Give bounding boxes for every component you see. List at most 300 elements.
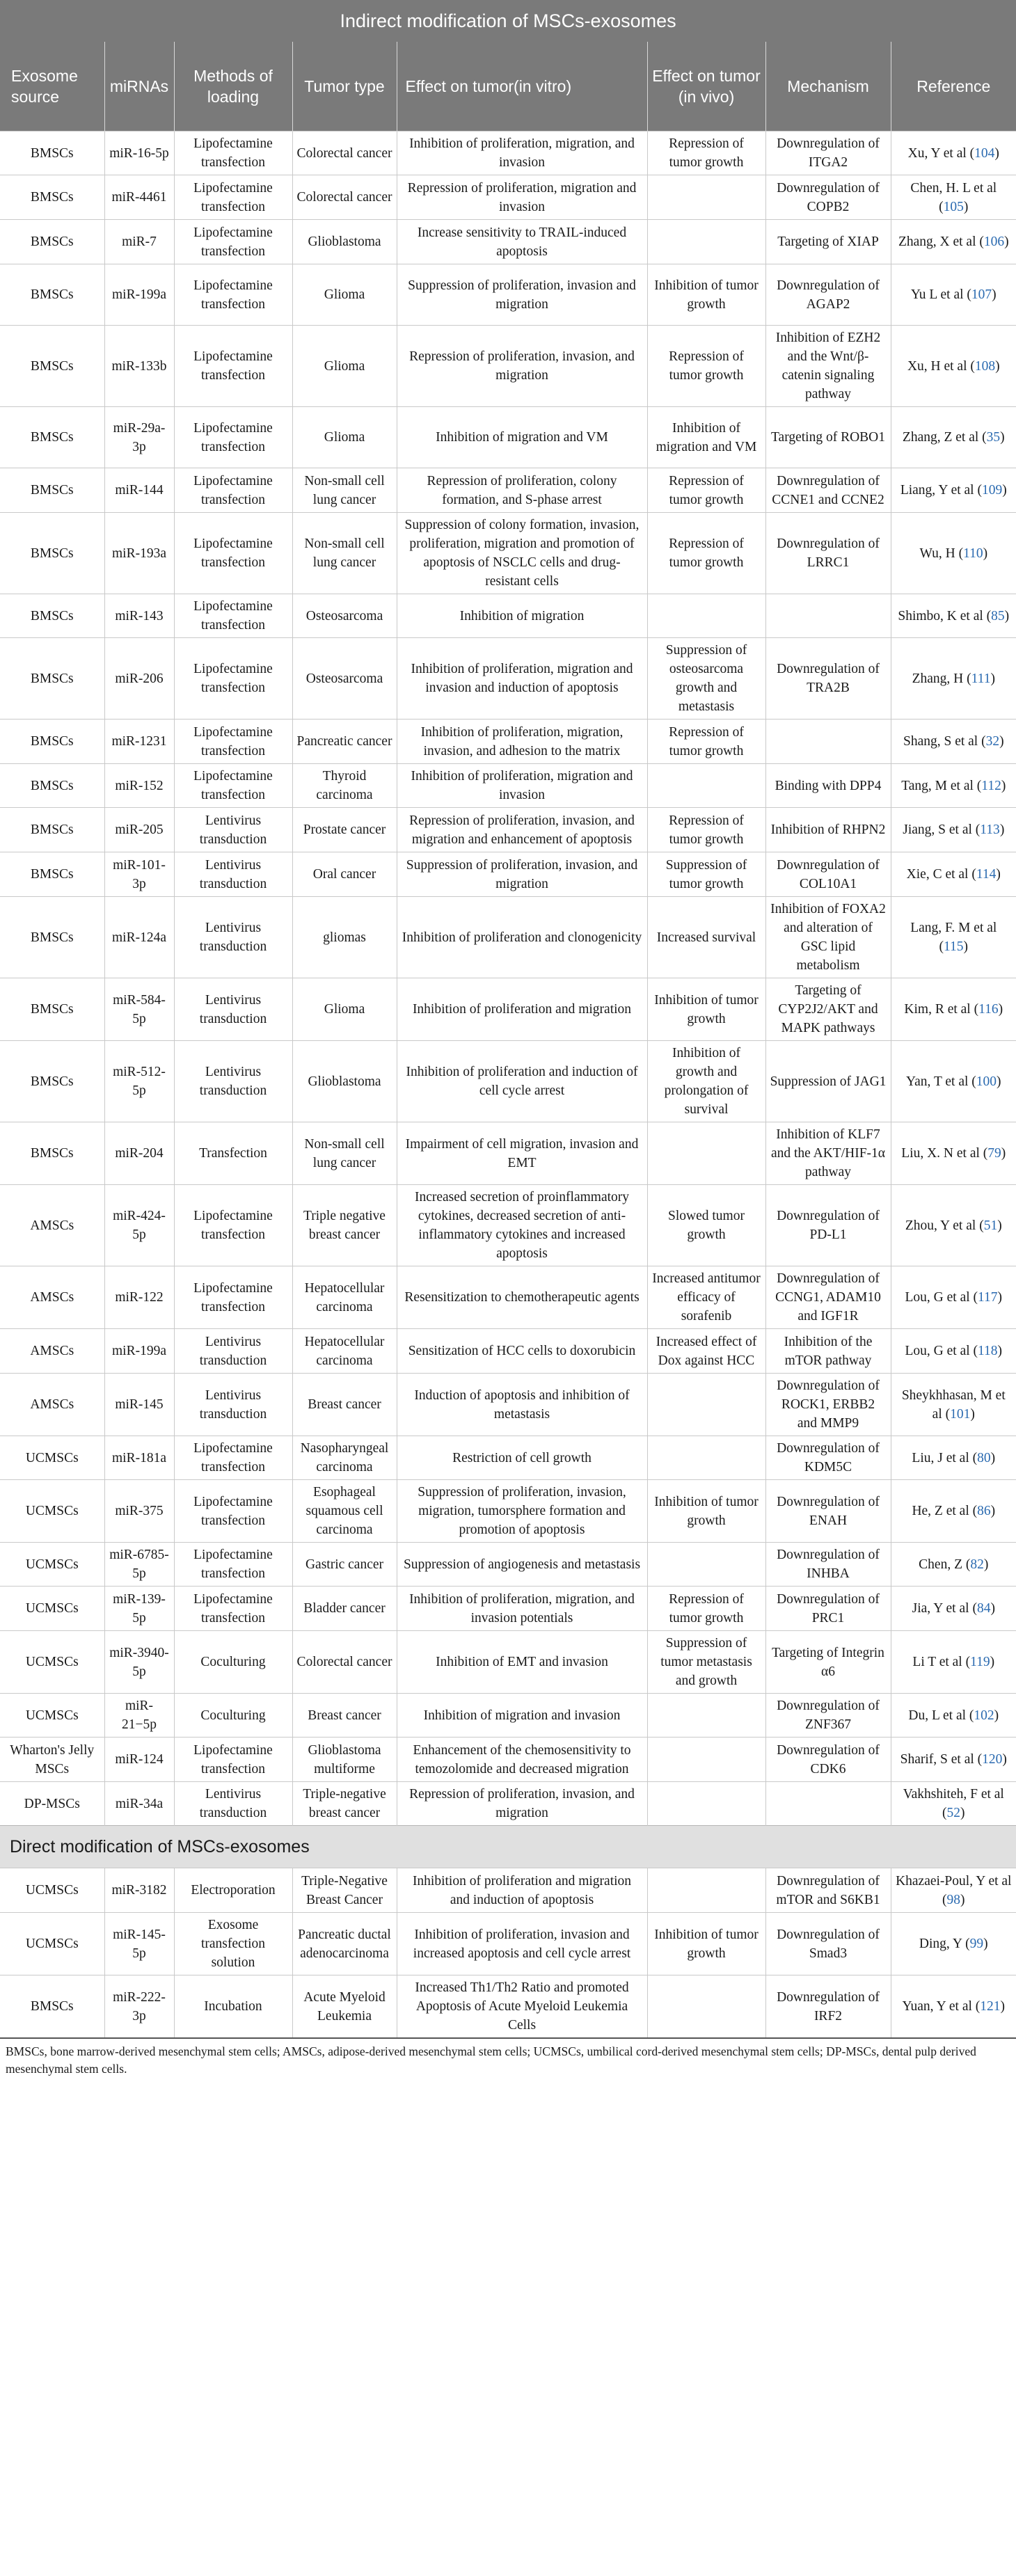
cell-in-vitro: Suppression of proliferation, invasion, migration, tumorsphere formation and promotion of apoptosis <box>397 1480 647 1543</box>
cell-mechanism: Downregulation of COPB2 <box>765 175 891 220</box>
table-row <box>0 1480 1016 1543</box>
cell-mechanism: Targeting of XIAP <box>765 220 891 264</box>
reference-link[interactable]: 118 <box>978 1344 998 1358</box>
cell-reference: Tang, M et al (112) <box>891 764 1016 808</box>
cell-reference: Sharif, S et al (120) <box>891 1738 1016 1782</box>
cell-mechanism: Downregulation of TRA2B <box>765 638 891 719</box>
cell-tumor: Non-small cell lung cancer <box>292 513 397 594</box>
cell-reference: Jiang, S et al (113) <box>891 808 1016 852</box>
reference-link[interactable]: 104 <box>974 145 995 161</box>
cell-reference: Zhou, Y et al (51) <box>891 1185 1016 1266</box>
cell-in-vivo <box>647 1694 765 1738</box>
cell-tumor: Glioma <box>292 326 397 407</box>
cell-source: BMSCs <box>0 1122 104 1185</box>
cell-source: UCMSCs <box>0 1587 104 1631</box>
reference-text: Sheykhhasan, M et al <box>901 1388 1006 1422</box>
cell-mirna: miR-206 <box>104 638 174 719</box>
cell-reference: Liang, Y et al (109) <box>891 468 1016 513</box>
reference-text: He, Z et al <box>912 1504 969 1518</box>
cell-tumor: Bladder cancer <box>292 1587 397 1631</box>
reference-text: Tang, M et al <box>901 778 974 793</box>
cell-method: Lentivirus transduction <box>174 852 292 897</box>
table-row <box>0 1868 1016 1913</box>
cell-in-vivo: Repression of tumor growth <box>647 132 765 175</box>
reference-text: Du, L et al <box>908 1708 967 1723</box>
reference-text: Vakhshiteh, F et al <box>903 1787 1004 1802</box>
cell-source: BMSCs <box>0 638 104 719</box>
cell-in-vivo <box>647 1868 765 1913</box>
table-row <box>0 326 1016 407</box>
section-row <box>0 1826 1016 1868</box>
cell-in-vivo: Repression of tumor growth <box>647 513 765 594</box>
cell-reference: Xu, H et al (108) <box>891 326 1016 407</box>
cell-tumor: Colorectal cancer <box>292 1631 397 1694</box>
cell-in-vivo: Repression of tumor growth <box>647 468 765 513</box>
header-reference: Reference <box>891 42 1016 132</box>
cell-mechanism: Inhibition of FOXA2 and alteration of GSC lipid metabolism <box>765 897 891 978</box>
cell-reference: Wu, H (110) <box>891 513 1016 594</box>
table-row <box>0 1041 1016 1122</box>
cell-source: BMSCs <box>0 175 104 220</box>
cell-reference: Khazaei-Poul, Y et al (98) <box>891 1868 1016 1913</box>
reference-link[interactable]: 84 <box>976 1601 991 1616</box>
cell-mechanism: Downregulation of COL10A1 <box>765 852 891 897</box>
cell-in-vitro: Restriction of cell growth <box>397 1436 647 1480</box>
cell-tumor: Glioma <box>292 407 397 468</box>
cell-in-vivo <box>647 1738 765 1782</box>
cell-in-vitro: Inhibition of proliferation, migration, invasion, and adhesion to the matrix <box>397 719 647 764</box>
reference-link[interactable]: 98 <box>946 1892 961 1907</box>
cell-source: DP-MSCs <box>0 1782 104 1826</box>
reference-text: Xu, Y et al <box>907 145 967 161</box>
cell-in-vivo: Slowed tumor growth <box>647 1185 765 1266</box>
header-tumor-type: Tumor type <box>292 42 397 132</box>
cell-mirna: miR-34a <box>104 1782 174 1826</box>
reference-link[interactable]: 106 <box>983 234 1005 249</box>
cell-reference: Zhang, X et al (106) <box>891 220 1016 264</box>
cell-tumor: Triple-Negative Breast Cancer <box>292 1868 397 1913</box>
table-row <box>0 808 1016 852</box>
table-row <box>0 1587 1016 1631</box>
cell-mirna: miR-143 <box>104 594 174 638</box>
cell-source: BMSCs <box>0 513 104 594</box>
table-row <box>0 852 1016 897</box>
table-row <box>0 468 1016 513</box>
cell-tumor: Pancreatic ductal adenocarcinoma <box>292 1913 397 1975</box>
reference-link[interactable]: 116 <box>978 1002 999 1017</box>
cell-in-vitro: Inhibition of proliferation, migration and invasion and induction of apoptosis <box>397 638 647 719</box>
cell-in-vitro: Resensitization to chemotherapeutic agents <box>397 1266 647 1329</box>
reference-text: Lou, G et al <box>905 1344 970 1358</box>
reference-text: Ding, Y <box>919 1937 962 1951</box>
cell-reference: Sheykhhasan, M et al (101) <box>891 1374 1016 1436</box>
cell-mechanism: Downregulation of ROCK1, ERBB2 and MMP9 <box>765 1374 891 1436</box>
cell-source: UCMSCs <box>0 1480 104 1543</box>
reference-link[interactable]: 117 <box>978 1290 998 1305</box>
cell-in-vitro: Repression of proliferation, colony formation, and S-phase arrest <box>397 468 647 513</box>
cell-mirna: miR-205 <box>104 808 174 852</box>
cell-method: Lipofectamine transfection <box>174 1185 292 1266</box>
table-row <box>0 1122 1016 1185</box>
reference-text: Yan, T et al <box>906 1074 969 1089</box>
cell-mirna: miR-1231 <box>104 719 174 764</box>
cell-method: Lipofectamine transfection <box>174 468 292 513</box>
table-row <box>0 1266 1016 1329</box>
table-row <box>0 978 1016 1041</box>
cell-mirna: miR-199a <box>104 264 174 326</box>
reference-link[interactable]: 52 <box>946 1806 961 1820</box>
cell-reference: Xie, C et al (114) <box>891 852 1016 897</box>
cell-method: Lipofectamine transfection <box>174 326 292 407</box>
cell-in-vivo <box>647 1975 765 2038</box>
cell-reference: Xu, Y et al (104) <box>891 132 1016 175</box>
reference-link[interactable]: 119 <box>970 1655 990 1669</box>
reference-text: Zhang, Z et al <box>902 430 979 445</box>
cell-mirna: miR-145 <box>104 1374 174 1436</box>
cell-source: BMSCs <box>0 897 104 978</box>
cell-reference: Chen, H. L et al (105) <box>891 175 1016 220</box>
cell-in-vivo <box>647 220 765 264</box>
table-row <box>0 1631 1016 1694</box>
cell-in-vivo: Repression of tumor growth <box>647 1587 765 1631</box>
cell-reference: Liu, X. N et al (79) <box>891 1122 1016 1185</box>
cell-source: UCMSCs <box>0 1543 104 1587</box>
cell-method: Incubation <box>174 1975 292 2038</box>
cell-in-vitro: Suppression of proliferation, invasion and migration <box>397 264 647 326</box>
cell-in-vivo <box>647 594 765 638</box>
reference-text: Shimbo, K et al <box>898 608 983 623</box>
cell-in-vivo: Repression of tumor growth <box>647 326 765 407</box>
cell-source: BMSCs <box>0 468 104 513</box>
reference-text: Xu, H et al <box>907 358 967 374</box>
cell-in-vivo <box>647 764 765 808</box>
reference-link[interactable]: 80 <box>977 1450 991 1465</box>
cell-source: BMSCs <box>0 852 104 897</box>
cell-in-vitro: Repression of proliferation, invasion, and migration and enhancement of apoptosis <box>397 808 647 852</box>
reference-text: Chen, H. L et al <box>910 180 997 196</box>
cell-method: Lipofectamine transfection <box>174 764 292 808</box>
cell-mechanism <box>765 594 891 638</box>
cell-in-vitro: Sensitization of HCC cells to doxorubicin <box>397 1329 647 1374</box>
reference-link[interactable]: 111 <box>971 671 991 686</box>
cell-reference: Shang, S et al (32) <box>891 719 1016 764</box>
reference-link[interactable]: 108 <box>974 358 996 374</box>
cell-mechanism: Downregulation of AGAP2 <box>765 264 891 326</box>
cell-reference: Lou, G et al (117) <box>891 1266 1016 1329</box>
table-row <box>0 1694 1016 1738</box>
cell-source: UCMSCs <box>0 1631 104 1694</box>
reference-text: Zhou, Y et al <box>905 1218 976 1233</box>
cell-mirna: miR-375 <box>104 1480 174 1543</box>
cell-tumor: Thyroid carcinoma <box>292 764 397 808</box>
cell-mechanism: Downregulation of CCNG1, ADAM10 and IGF1R <box>765 1266 891 1329</box>
cell-reference: Zhang, H (111) <box>891 638 1016 719</box>
cell-method: Lentivirus transduction <box>174 978 292 1041</box>
cell-in-vivo: Inhibition of tumor growth <box>647 978 765 1041</box>
cell-in-vitro: Increased Th1/Th2 Ratio and promoted Apoptosis of Acute Myeloid Leukemia Cells <box>397 1975 647 2038</box>
cell-source: UCMSCs <box>0 1913 104 1975</box>
cell-mechanism: Downregulation of PRC1 <box>765 1587 891 1631</box>
cell-in-vitro: Increased secretion of proinflammatory cytokines, decreased secretion of anti-inflammatory cytokines and increased apoptosis <box>397 1185 647 1266</box>
reference-link[interactable]: 32 <box>985 734 1000 749</box>
cell-tumor: Hepatocellular carcinoma <box>292 1266 397 1329</box>
reference-link[interactable]: 102 <box>974 1708 994 1723</box>
cell-mechanism: Downregulation of LRRC1 <box>765 513 891 594</box>
cell-in-vitro: Suppression of proliferation, invasion, and migration <box>397 852 647 897</box>
reference-link[interactable]: 114 <box>976 867 997 882</box>
cell-in-vivo: Increased survival <box>647 897 765 978</box>
cell-method: Transfection <box>174 1122 292 1185</box>
cell-in-vitro: Inhibition of migration and invasion <box>397 1694 647 1738</box>
reference-text: Kim, R et al <box>904 1002 971 1017</box>
reference-link[interactable]: 110 <box>963 546 983 561</box>
cell-mechanism <box>765 1782 891 1826</box>
cell-mechanism: Targeting of Integrin α6 <box>765 1631 891 1694</box>
cell-mirna: miR-199a <box>104 1329 174 1374</box>
cell-in-vivo <box>647 1436 765 1480</box>
cell-reference: Ding, Y (99) <box>891 1913 1016 1975</box>
cell-in-vivo: Suppression of osteosarcoma growth and metastasis <box>647 638 765 719</box>
cell-tumor: Glioblastoma <box>292 1041 397 1122</box>
cell-mirna: miR-424-5p <box>104 1185 174 1266</box>
cell-reference: Yu L et al (107) <box>891 264 1016 326</box>
reference-text: Jia, Y et al <box>912 1601 969 1616</box>
direct-rows <box>0 1868 1016 2038</box>
table-row <box>0 594 1016 638</box>
cell-mechanism: Downregulation of ENAH <box>765 1480 891 1543</box>
cell-method: Lentivirus transduction <box>174 1041 292 1122</box>
cell-mechanism: Downregulation of KDM5C <box>765 1436 891 1480</box>
cell-reference: Kim, R et al (116) <box>891 978 1016 1041</box>
cell-method: Lipofectamine transfection <box>174 513 292 594</box>
cell-method: Lipofectamine transfection <box>174 1738 292 1782</box>
cell-mechanism: Downregulation of ZNF367 <box>765 1694 891 1738</box>
cell-in-vitro: Inhibition of proliferation and clonogenicity <box>397 897 647 978</box>
table-row <box>0 1543 1016 1587</box>
cell-mechanism: Suppression of JAG1 <box>765 1041 891 1122</box>
header-mirnas: miRNAs <box>104 42 174 132</box>
cell-mechanism: Targeting of ROBO1 <box>765 407 891 468</box>
reference-link[interactable]: 85 <box>991 608 1005 623</box>
cell-mechanism: Downregulation of ITGA2 <box>765 132 891 175</box>
cell-tumor: Glioma <box>292 978 397 1041</box>
reference-text: Wu, H <box>919 546 955 561</box>
cell-in-vitro: Inhibition of migration and VM <box>397 407 647 468</box>
cell-tumor: Glioblastoma multiforme <box>292 1738 397 1782</box>
cell-reference: Liu, J et al (80) <box>891 1436 1016 1480</box>
reference-text: Liu, X. N et al <box>901 1146 980 1161</box>
table-row <box>0 1913 1016 1975</box>
reference-link[interactable]: 101 <box>950 1406 971 1422</box>
cell-mechanism: Targeting of CYP2J2/AKT and MAPK pathways <box>765 978 891 1041</box>
table-row <box>0 719 1016 764</box>
cell-mirna: miR-3182 <box>104 1868 174 1913</box>
cell-mechanism: Inhibition of EZH2 and the Wnt/β-catenin signaling pathway <box>765 326 891 407</box>
reference-link[interactable]: 35 <box>986 430 1001 445</box>
cell-method: Lipofectamine transfection <box>174 638 292 719</box>
table-row <box>0 897 1016 978</box>
reference-link[interactable]: 99 <box>969 1937 984 1951</box>
cell-reference: Li T et al (119) <box>891 1631 1016 1694</box>
cell-mirna: miR-133b <box>104 326 174 407</box>
cell-in-vitro: Inhibition of proliferation, migration and invasion <box>397 764 647 808</box>
reference-link[interactable]: 86 <box>977 1504 991 1518</box>
cell-reference: Shimbo, K et al (85) <box>891 594 1016 638</box>
cell-in-vivo <box>647 1374 765 1436</box>
reference-text: Li T et al <box>912 1655 962 1669</box>
cell-in-vivo: Inhibition of tumor growth <box>647 264 765 326</box>
reference-link[interactable]: 51 <box>983 1218 998 1233</box>
table-row <box>0 1975 1016 2038</box>
cell-method: Lipofectamine transfection <box>174 1480 292 1543</box>
cell-source: BMSCs <box>0 594 104 638</box>
cell-source: UCMSCs <box>0 1436 104 1480</box>
cell-mechanism <box>765 719 891 764</box>
table-row <box>0 513 1016 594</box>
cell-in-vivo <box>647 175 765 220</box>
cell-in-vivo: Inhibition of tumor growth <box>647 1913 765 1975</box>
cell-tumor: Non-small cell lung cancer <box>292 468 397 513</box>
cell-source: BMSCs <box>0 719 104 764</box>
cell-mechanism: Inhibition of KLF7 and the AKT/HIF-1α pathway <box>765 1122 891 1185</box>
cell-mechanism: Inhibition of RHPN2 <box>765 808 891 852</box>
cell-reference: Lou, G et al (118) <box>891 1329 1016 1374</box>
cell-tumor: Hepatocellular carcinoma <box>292 1329 397 1374</box>
footnote: BMSCs, bone marrow-derived mesenchymal stem cells; AMSCs, adipose-derived mesenchymal stem cells; UCMSCs, umbilical cord-derived mesenchymal stem cells; DP-MSCs, dental pulp derived mesenchymal stem cells. <box>0 2037 1016 2078</box>
cell-tumor: Glioma <box>292 264 397 326</box>
cell-method: Lentivirus transduction <box>174 1782 292 1826</box>
reference-link[interactable]: 82 <box>970 1557 984 1572</box>
cell-mirna: miR-152 <box>104 764 174 808</box>
cell-tumor: Osteosarcoma <box>292 638 397 719</box>
cell-tumor: Osteosarcoma <box>292 594 397 638</box>
cell-method: Lipofectamine transfection <box>174 407 292 468</box>
cell-source: UCMSCs <box>0 1694 104 1738</box>
reference-text: Shang, S et al <box>903 734 978 749</box>
cell-source: AMSCs <box>0 1266 104 1329</box>
table-row <box>0 1185 1016 1266</box>
table-title: Indirect modification of MSCs-exosomes <box>0 0 1016 42</box>
cell-in-vitro: Increase sensitivity to TRAIL-induced apoptosis <box>397 220 647 264</box>
reference-link[interactable]: 113 <box>980 822 1000 837</box>
reference-link[interactable]: 121 <box>980 1999 1001 2014</box>
cell-method: Lipofectamine transfection <box>174 1587 292 1631</box>
cell-source: AMSCs <box>0 1185 104 1266</box>
cell-source: BMSCs <box>0 808 104 852</box>
cell-method: Lipofectamine transfection <box>174 220 292 264</box>
reference-link[interactable]: 109 <box>981 483 1003 498</box>
reference-link[interactable]: 100 <box>976 1074 997 1089</box>
reference-text: Yu L et al <box>910 287 964 302</box>
header-exosome-source: Exosome source <box>0 42 104 132</box>
cell-mirna: miR-16-5p <box>104 132 174 175</box>
cell-reference: Zhang, Z et al (35) <box>891 407 1016 468</box>
table-row <box>0 1782 1016 1826</box>
cell-tumor: Glioblastoma <box>292 220 397 264</box>
cell-mirna: miR-3940-5p <box>104 1631 174 1694</box>
cell-reference: Yan, T et al (100) <box>891 1041 1016 1122</box>
reference-link[interactable]: 120 <box>982 1752 1003 1767</box>
reference-link[interactable]: 105 <box>943 199 964 214</box>
cell-method: Exosome transfection solution <box>174 1913 292 1975</box>
cell-tumor: Breast cancer <box>292 1374 397 1436</box>
cell-mechanism: Downregulation of INHBA <box>765 1543 891 1587</box>
table-row <box>0 175 1016 220</box>
cell-mirna: miR-193a <box>104 513 174 594</box>
reference-link[interactable]: 79 <box>987 1146 1001 1161</box>
reference-text: Jiang, S et al <box>903 822 972 837</box>
cell-source: Wharton's Jelly MSCs <box>0 1738 104 1782</box>
cell-in-vitro: Induction of apoptosis and inhibition of metastasis <box>397 1374 647 1436</box>
table-row <box>0 764 1016 808</box>
cell-source: AMSCs <box>0 1329 104 1374</box>
cell-tumor: Pancreatic cancer <box>292 719 397 764</box>
cell-source: BMSCs <box>0 326 104 407</box>
cell-in-vitro: Suppression of angiogenesis and metastasis <box>397 1543 647 1587</box>
cell-in-vivo: Repression of tumor growth <box>647 719 765 764</box>
table-row <box>0 1374 1016 1436</box>
cell-method: Lipofectamine transfection <box>174 132 292 175</box>
cell-mirna: miR-139-5p <box>104 1587 174 1631</box>
cell-source: AMSCs <box>0 1374 104 1436</box>
cell-in-vivo: Suppression of tumor metastasis and growth <box>647 1631 765 1694</box>
reference-link[interactable]: 107 <box>971 287 992 302</box>
reference-link[interactable]: 115 <box>944 939 964 954</box>
cell-tumor: Breast cancer <box>292 1694 397 1738</box>
cell-tumor: Colorectal cancer <box>292 132 397 175</box>
reference-text: Lang, F. M et al <box>910 921 997 935</box>
cell-method: Coculturing <box>174 1694 292 1738</box>
cell-in-vitro: Impairment of cell migration, invasion and EMT <box>397 1122 647 1185</box>
cell-reference: Lang, F. M et al (115) <box>891 897 1016 978</box>
header-mechanism: Mechanism <box>765 42 891 132</box>
cell-method: Coculturing <box>174 1631 292 1694</box>
cell-in-vivo: Repression of tumor growth <box>647 808 765 852</box>
table-row <box>0 1329 1016 1374</box>
cell-tumor: Oral cancer <box>292 852 397 897</box>
cell-tumor: Gastric cancer <box>292 1543 397 1587</box>
cell-mirna: miR-512-5p <box>104 1041 174 1122</box>
cell-mirna: miR-7 <box>104 220 174 264</box>
cell-source: BMSCs <box>0 978 104 1041</box>
cell-method: Lentivirus transduction <box>174 1329 292 1374</box>
cell-in-vivo: Suppression of tumor growth <box>647 852 765 897</box>
reference-link[interactable]: 112 <box>981 778 1001 793</box>
cell-in-vitro: Inhibition of migration <box>397 594 647 638</box>
cell-tumor: Colorectal cancer <box>292 175 397 220</box>
cell-tumor: gliomas <box>292 897 397 978</box>
cell-in-vitro: Repression of proliferation, migration and invasion <box>397 175 647 220</box>
cell-mechanism: Binding with DPP4 <box>765 764 891 808</box>
cell-tumor: Acute Myeloid Leukemia <box>292 1975 397 2038</box>
cell-reference: Chen, Z (82) <box>891 1543 1016 1587</box>
cell-mechanism: Downregulation of mTOR and S6KB1 <box>765 1868 891 1913</box>
cell-source: BMSCs <box>0 220 104 264</box>
cell-in-vitro: Inhibition of proliferation and migration <box>397 978 647 1041</box>
cell-method: Lentivirus transduction <box>174 897 292 978</box>
cell-tumor: Prostate cancer <box>292 808 397 852</box>
cell-mirna: miR-222-3p <box>104 1975 174 2038</box>
cell-in-vitro: Inhibition of proliferation, migration, and invasion <box>397 132 647 175</box>
cell-in-vitro: Inhibition of proliferation and migration and induction of apoptosis <box>397 1868 647 1913</box>
cell-mirna: miR-145-5p <box>104 1913 174 1975</box>
cell-tumor: Triple negative breast cancer <box>292 1185 397 1266</box>
cell-source: BMSCs <box>0 407 104 468</box>
cell-mirna: miR-21−5p <box>104 1694 174 1738</box>
cell-mirna: miR-181a <box>104 1436 174 1480</box>
cell-in-vivo: Inhibition of migration and VM <box>647 407 765 468</box>
cell-method: Lentivirus transduction <box>174 1374 292 1436</box>
